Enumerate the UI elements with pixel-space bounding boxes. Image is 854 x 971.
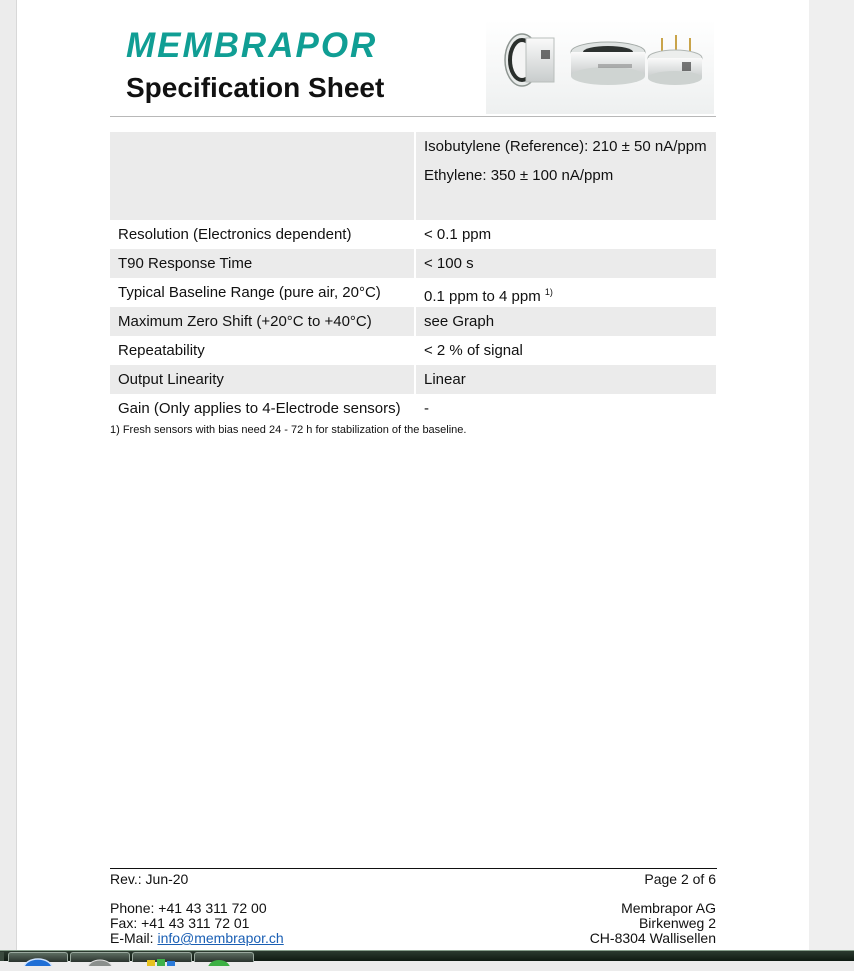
chart-app-icon[interactable]: [132, 952, 192, 962]
row-value: [414, 132, 716, 220]
sensitivity-isobutylene: Isobutylene (Reference): 210 ± 50 nA/ppm: [424, 138, 707, 155]
table-row: [110, 365, 716, 394]
page-title: Specification Sheet: [126, 72, 385, 103]
row-label: Gain (Only applies to 4-Electrode sensors): [118, 400, 401, 417]
row-value: < 2 % of signal: [414, 336, 716, 365]
spec-table: [110, 132, 716, 423]
contact-block: [110, 901, 284, 946]
row-label: Resolution (Electronics dependent): [118, 226, 352, 243]
city-address: CH-8304 Wallisellen: [589, 930, 716, 946]
browser-icon[interactable]: [8, 952, 68, 962]
row-label: Typical Baseline Range (pure air, 20°C): [118, 284, 381, 301]
company-name: Membrapor AG: [621, 900, 716, 916]
row-label: Output Linearity: [118, 371, 224, 388]
email-link[interactable]: info@membrapor.ch: [157, 930, 284, 946]
row-label: Repeatability: [118, 342, 205, 359]
revision-label: Rev.: Jun-20: [110, 871, 189, 887]
email-line: [110, 931, 284, 946]
email-label: E-Mail:: [110, 930, 158, 946]
app-glyph: [71, 957, 129, 966]
footnote-ref: 1): [544, 287, 553, 297]
row-value: [414, 278, 716, 307]
table-row: [110, 220, 716, 249]
product-photo: [486, 20, 714, 114]
street-address: Birkenweg 2: [638, 915, 716, 931]
app-icon[interactable]: [70, 952, 130, 962]
table-row: [110, 394, 716, 423]
row-value: < 0.1 ppm: [414, 220, 716, 249]
footer-divider: [110, 868, 717, 869]
fax-text: Fax: +41 43 311 72 01: [110, 915, 250, 931]
value-text: 0.1 ppm to 4 ppm: [424, 288, 541, 305]
row-value: Linear: [414, 365, 716, 394]
table-row: [110, 132, 716, 220]
row-label: T90 Response Time: [118, 255, 253, 272]
table-row: [110, 278, 716, 307]
taskbar: [0, 950, 854, 961]
table-row: [110, 249, 716, 278]
table-row: [110, 307, 716, 336]
table-row: [110, 336, 716, 365]
address-block: [590, 901, 716, 946]
sensitivity-ethylene: Ethylene: 350 ± 100 nA/ppm: [424, 167, 614, 184]
row-value: -: [414, 394, 716, 423]
chart-glyph: [133, 957, 191, 966]
viewer-gutter: [809, 0, 854, 950]
messenger-glyph: [195, 957, 253, 966]
membrapor-logo: MEMBRAPOR: [126, 26, 378, 65]
row-label: [110, 132, 414, 220]
phone-text: Phone: +41 43 311 72 00: [110, 900, 267, 916]
row-value: see Graph: [414, 307, 716, 336]
header-divider: [110, 116, 716, 117]
page-number: Page 2 of 6: [644, 871, 716, 887]
row-value: < 100 s: [414, 249, 716, 278]
messenger-icon[interactable]: [194, 952, 254, 962]
row-label: Maximum Zero Shift (+20°C to +40°C): [118, 313, 372, 330]
browser-glyph: [9, 957, 67, 966]
footnote: 1) Fresh sensors with bias need 24 - 72 h for stabilization of the baseline.: [110, 424, 467, 436]
